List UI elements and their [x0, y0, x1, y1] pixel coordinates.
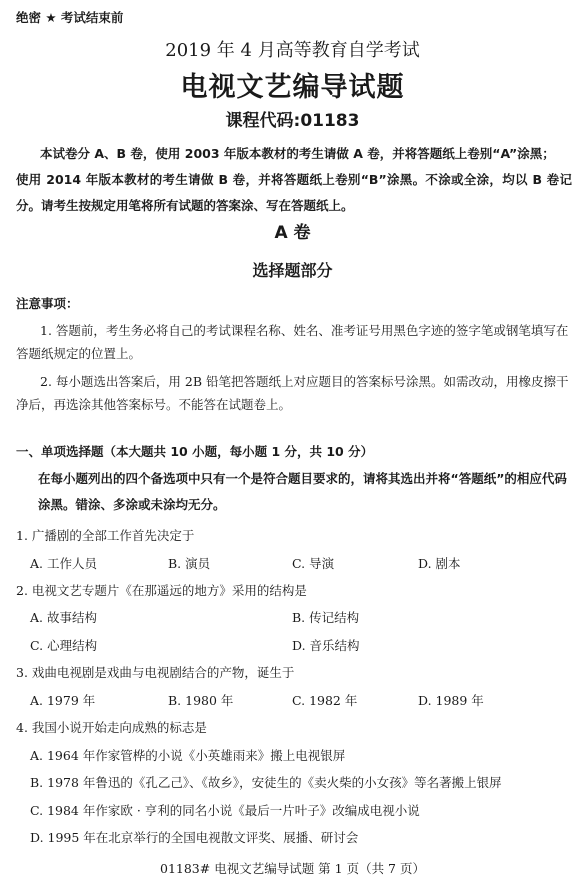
section-instruction: 在每小题列出的四个备选项中只有一个是符合题目要求的，请将其选出并将“答题纸”的相应代码涂黑。错涂、多涂或未涂均无分。 [38, 471, 567, 512]
question-4-option-d: D. 1995 年在北京举行的全国电视散文评奖、展播、研讨会 [30, 830, 359, 845]
question-2-option-d: D. 音乐结构 [292, 638, 360, 653]
question-1-option-d: D. 剧本 [418, 556, 461, 571]
notice-item-1 [16, 319, 572, 365]
question-3-stem: 3. 戏曲电视剧是戏曲与电视剧结合的产物，诞生于 [16, 665, 295, 680]
question-1-stem: 1. 广播剧的全部工作首先决定于 [16, 528, 195, 543]
course-code: 课程代码:01183 [225, 111, 360, 131]
question-1-option-b: B. 演员 [168, 556, 211, 571]
question-4-option-b: B. 1978 年鲁迅的《孔乙己》、《故乡》，安徒生的《卖火柴的小女孩》等名著搬上银屏 [30, 775, 502, 790]
part-title: 选择题部分 [252, 261, 333, 280]
question-3-option-d: D. 1989 年 [418, 693, 484, 708]
question-2-option-c: C. 心理结构 [30, 638, 98, 653]
question-3-option-b: B. 1980 年 [168, 693, 234, 708]
volume-title: A 卷 [274, 223, 311, 243]
confidential-mark: 绝密 ★ 考试结束前 [16, 10, 124, 25]
exam-title: 2019 年 4 月高等教育自学考试 [165, 40, 420, 61]
notice-item-2-text: 2. 每小题选出答案后，用 2B 铅笔把答题纸上对应题目的答案标号涂黑。如需改动，用橡皮擦干净后，再选涂其他答案标号。不能答在试题卷上。 [16, 374, 569, 412]
question-2-option-b: B. 传记结构 [292, 610, 360, 625]
question-3-option-a: A. 1979 年 [30, 693, 96, 708]
question-2-option-a: A. 故事结构 [30, 610, 97, 625]
section-heading: 一、单项选择题（本大题共 10 小题，每小题 1 分，共 10 分） [16, 444, 374, 459]
intro-paragraph [16, 141, 572, 219]
notice-item-2 [16, 370, 572, 416]
question-2-stem: 2. 电视文艺专题片《在那遥远的地方》采用的结构是 [16, 583, 307, 598]
page-footer: 01183# 电视文艺编导试题 第 1 页（共 7 页） [160, 861, 425, 876]
question-1-option-c: C. 导演 [292, 556, 335, 571]
question-3-option-c: C. 1982 年 [292, 693, 358, 708]
notice-item-1-text: 1. 答题前，考生务必将自己的考试课程名称、姓名、准考证号用黑色字迹的签字笔或钢笔填写在答题纸规定的位置上。 [16, 323, 569, 361]
question-4-option-c: C. 1984 年作家欧 · 亨利的同名小说《最后一片叶子》改编成电视小说 [30, 803, 420, 818]
intro-line-rest: 使用 2014 年版本教材的考生请做 B 卷，并将答题纸上卷别“B”涂黑。不涂或全涂，均以 B 卷记分。请考生按规定用笔将所有试题的答案涂、写在答题纸上。 [16, 172, 572, 213]
paper-title: 电视文艺编导试题 [180, 72, 405, 103]
question-4-option-a: A. 1964 年作家管桦的小说《小英雄雨来》搬上电视银屏 [30, 748, 346, 763]
question-4-stem: 4. 我国小说开始走向成熟的标志是 [16, 720, 207, 735]
notice-heading: 注意事项： [16, 296, 79, 311]
question-1-option-a: A. 工作人员 [30, 556, 97, 571]
intro-line-1: 本试卷分 A、B 卷，使用 2003 年版本教材的考生请做 A 卷，并将答题纸上卷别“A”涂黑； [40, 146, 555, 161]
